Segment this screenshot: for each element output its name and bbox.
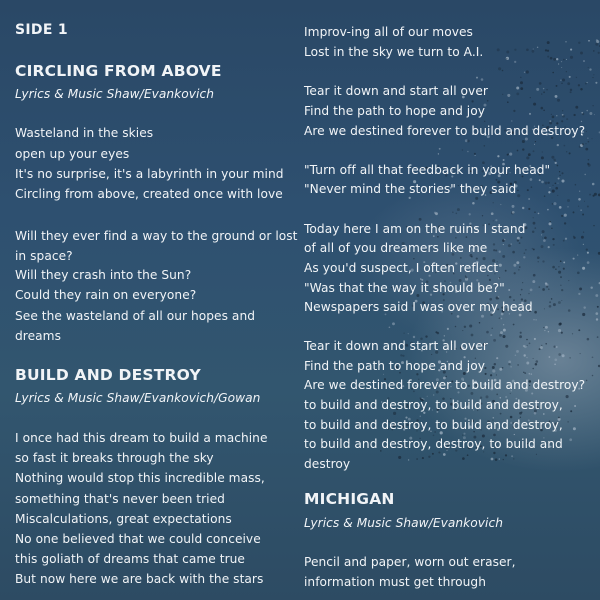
lyric-line: Miscalculations, great expectations	[15, 512, 232, 526]
lyric-line: Circling from above, created once with love	[15, 187, 283, 201]
lyric-line: Today here I am on the ruins I stand	[304, 222, 526, 236]
lyric-line: destroy	[304, 457, 351, 471]
song-title-michigan: MICHIGAN	[304, 490, 395, 508]
lyric-line: Are we destined forever to build and destroy?	[304, 378, 586, 392]
lyric-line: Improv-ing all of our moves	[304, 25, 473, 39]
lyric-line: something that's never been tried	[15, 492, 225, 506]
song-credit: Lyrics & Music Shaw/Evankovich	[15, 87, 214, 101]
lyric-line: Will they ever find a way to the ground or lost	[15, 229, 298, 243]
lyric-line: "Was that the way it should be?"	[304, 281, 505, 295]
side-label: SIDE 1	[15, 22, 68, 38]
lyric-line: dreams	[15, 329, 61, 343]
lyric-line: in space?	[15, 249, 73, 263]
lyric-line: "Turn off all that feedback in your head"	[304, 163, 551, 177]
lyric-line: Wasteland in the skies	[15, 126, 154, 140]
lyric-line: this goliath of dreams that came true	[15, 552, 245, 566]
lyric-line: No one believed that we could conceive	[15, 532, 261, 546]
lyric-line: Will they crash into the Sun?	[15, 268, 192, 282]
lyric-line: Pencil and paper, worn out eraser,	[304, 555, 516, 569]
lyric-line: Find the path to hope and joy	[304, 359, 486, 373]
lyric-line: Lost in the sky we turn to A.I.	[304, 45, 484, 59]
song-title-build-and-destroy: BUILD AND DESTROY	[15, 366, 201, 384]
lyric-line: Could they rain on everyone?	[15, 288, 197, 302]
lyric-line: so fast it breaks through the sky	[15, 451, 214, 465]
song-credit: Lyrics & Music Shaw/Evankovich	[304, 516, 503, 530]
lyric-line: Are we destined forever to build and destroy?	[304, 124, 586, 138]
lyric-line: of all of you dreamers like me	[304, 241, 488, 255]
lyric-line: to build and destroy, to build and destroy,	[304, 418, 563, 432]
song-credit: Lyrics & Music Shaw/Evankovich/Gowan	[15, 391, 261, 405]
lyric-line: Nothing would stop this incredible mass,	[15, 471, 265, 485]
lyric-line: open up your eyes	[15, 147, 130, 161]
lyric-line: to build and destroy, to build and destroy,	[304, 398, 563, 412]
lyric-line: to build and destroy, destroy, to build and	[304, 437, 563, 451]
lyric-line: "Never mind the stories" they said	[304, 182, 517, 196]
lyric-line: It's no surprise, it's a labyrinth in your mind	[15, 167, 284, 181]
song-title-circling-from-above: CIRCLING FROM ABOVE	[15, 62, 222, 80]
lyric-line: Tear it down and start all over	[304, 84, 488, 98]
lyric-line: Find the path to hope and joy	[304, 104, 486, 118]
lyric-line: Tear it down and start all over	[304, 339, 488, 353]
lyric-line: As you'd suspect, I often reflect	[304, 261, 499, 275]
lyric-line: information must get through	[304, 575, 486, 589]
lyric-line: But now here we are back with the stars	[15, 572, 264, 586]
lyric-line: Newspapers said I was over my head	[304, 300, 533, 314]
lyric-line: See the wasteland of all our hopes and	[15, 309, 256, 323]
lyric-line: I once had this dream to build a machine	[15, 431, 268, 445]
